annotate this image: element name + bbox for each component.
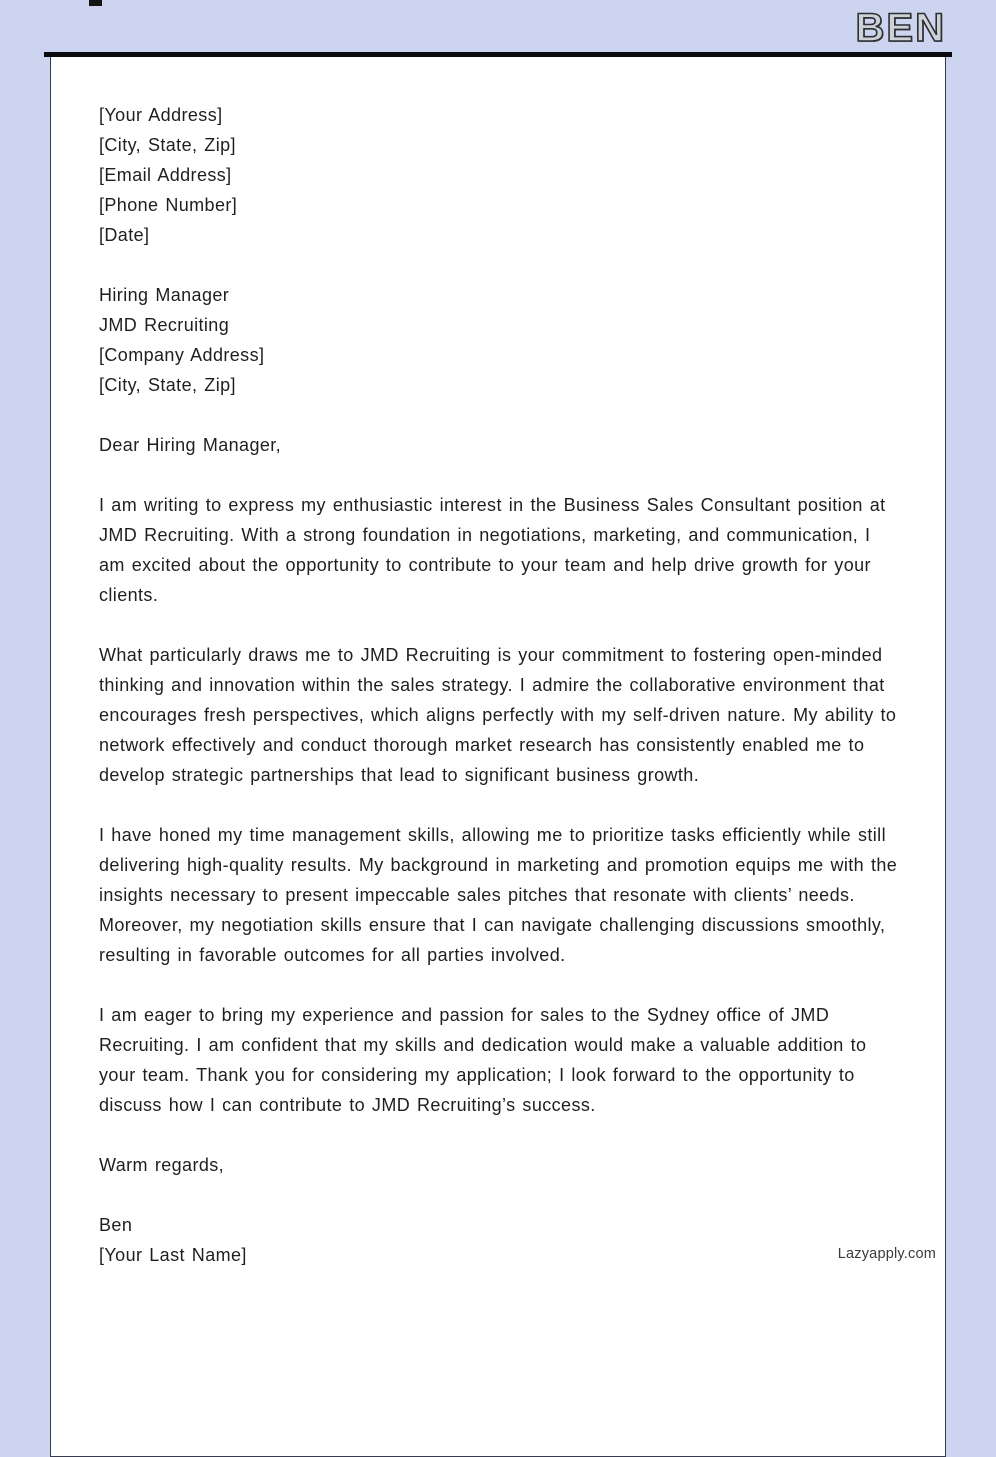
signature-line-last-name: [Your Last Name] xyxy=(99,1245,247,1265)
closing: Warm regards, xyxy=(99,1155,225,1175)
brand-logo: BEN xyxy=(855,6,946,50)
sender-line-address: [Your Address] xyxy=(99,105,223,125)
sender-line-city: [City, State, Zip] xyxy=(99,135,236,155)
body-paragraph-3: I have honed my time management skills, allowing me to prioritize tasks efficiently while still delivering high-quality results. My background in marketing and promotion equips me with the insights necessary to present impeccable sales pitches that resonate with clients’ needs. Moreover, my negotiation skills ensure that I can navigate challenging discussions smoothly, resulting in favorable outcomes for all parties involved. xyxy=(99,825,898,965)
signature-block xyxy=(99,1210,899,1270)
letter-page xyxy=(50,57,946,1457)
recipient-line-name: Hiring Manager xyxy=(99,285,230,305)
sender-line-date: [Date] xyxy=(99,225,150,245)
watermark: Lazyapply.com xyxy=(837,1246,936,1262)
sender-line-email: [Email Address] xyxy=(99,165,232,185)
body-paragraph-2: What particularly draws me to JMD Recruiting is your commitment to fostering open-minded thinking and innovation within the sales strategy. I admire the collaborative environment that encourages fresh perspectives, which aligns perfectly with my self-driven nature. My ability to network effectively and conduct thorough market research has consistently enabled me to develop strategic partnerships that lead to significant business growth. xyxy=(99,645,897,785)
sender-address-block xyxy=(99,100,899,250)
body-paragraph-1: I am writing to express my enthusiastic interest in the Business Sales Consultant position at JMD Recruiting. With a strong foundation in negotiations, marketing, and communication, I am excited about the opportunity to contribute to your team and help drive growth for your clients. xyxy=(99,495,886,605)
recipient-line-city: [City, State, Zip] xyxy=(99,375,236,395)
corner-mark xyxy=(89,0,102,6)
recipient-address-block xyxy=(99,280,899,400)
sender-line-phone: [Phone Number] xyxy=(99,195,238,215)
signature-line-first-name: Ben xyxy=(99,1215,133,1235)
recipient-line-company: JMD Recruiting xyxy=(99,315,230,335)
recipient-line-address: [Company Address] xyxy=(99,345,265,365)
body-paragraph-4: I am eager to bring my experience and passion for sales to the Sydney office of JMD Recruiting. I am confident that my skills and dedication would make a valuable addition to your team. Thank you for considering my application; I look forward to the opportunity to discuss how I can contribute to JMD Recruiting’s success. xyxy=(99,1005,867,1115)
salutation: Dear Hiring Manager, xyxy=(99,435,282,455)
